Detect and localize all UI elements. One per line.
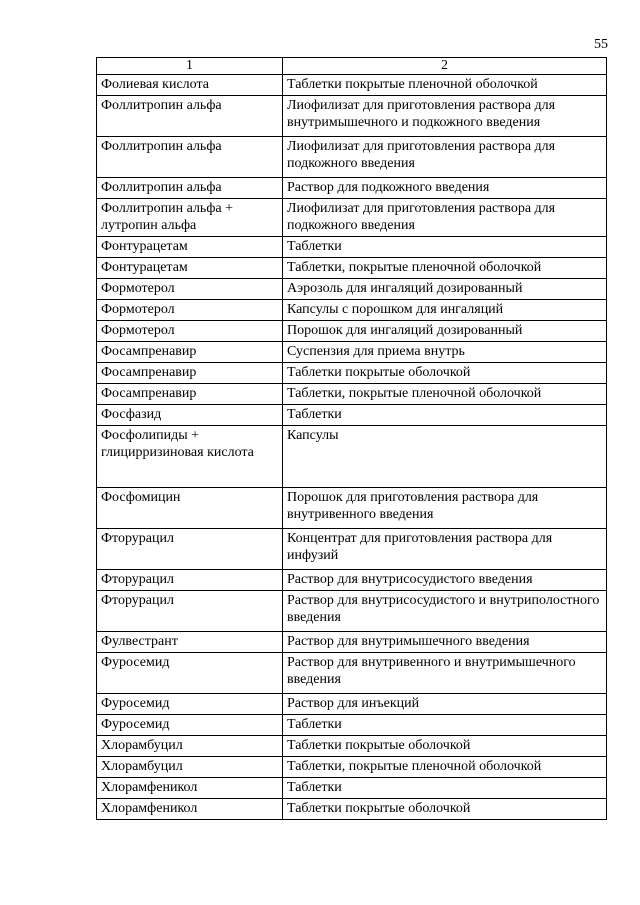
dosage-form: Раствор для внутривенного и внутримышечного введения (283, 653, 607, 694)
dosage-form: Раствор для подкожного введения (283, 178, 607, 199)
dosage-form: Раствор для инъекций (283, 694, 607, 715)
dosage-form: Таблетки покрытые оболочкой (283, 363, 607, 384)
page-number: 55 (594, 37, 608, 52)
drug-name: Фулвестрант (97, 632, 283, 653)
dosage-form: Таблетки, покрытые пленочной оболочкой (283, 757, 607, 778)
dosage-form: Лиофилизат для приготовления раствора для внутримышечного и подкожного введения (283, 96, 607, 137)
drug-name: Фосфазид (97, 405, 283, 426)
table-row (97, 653, 607, 694)
table-row (97, 488, 607, 529)
column-header-1: 1 (97, 58, 283, 75)
drug-name: Формотерол (97, 279, 283, 300)
table-row (97, 736, 607, 757)
table-header-row (97, 58, 607, 75)
dosage-form: Лиофилизат для приготовления раствора для подкожного введения (283, 199, 607, 237)
dosage-form: Порошок для приготовления раствора для внутривенного введения (283, 488, 607, 529)
table-row (97, 75, 607, 96)
drug-name: Фторурацил (97, 570, 283, 591)
table-row (97, 237, 607, 258)
dosage-form: Раствор для внутрисосудистого и внутриполостного введения (283, 591, 607, 632)
dosage-form: Таблетки, покрытые пленочной оболочкой (283, 384, 607, 405)
dosage-form: Концентрат для приготовления раствора для инфузий (283, 529, 607, 570)
table-row (97, 258, 607, 279)
table-row (97, 321, 607, 342)
table-row (97, 384, 607, 405)
table-row (97, 591, 607, 632)
dosage-form: Лиофилизат для приготовления раствора для подкожного введения (283, 137, 607, 178)
table-row (97, 757, 607, 778)
dosage-form: Таблетки (283, 778, 607, 799)
dosage-form: Капсулы (283, 426, 607, 488)
drug-name: Фоллитропин альфа (97, 137, 283, 178)
table-row (97, 799, 607, 820)
table-row (97, 342, 607, 363)
dosage-form: Таблетки (283, 237, 607, 258)
table-row (97, 529, 607, 570)
dosage-form: Таблетки, покрытые пленочной оболочкой (283, 258, 607, 279)
dosage-form: Порошок для ингаляций дозированный (283, 321, 607, 342)
table-row (97, 363, 607, 384)
table-row (97, 426, 607, 488)
drug-name: Фуросемид (97, 715, 283, 736)
drug-name: Фоллитропин альфа + лутропин альфа (97, 199, 283, 237)
table-row (97, 570, 607, 591)
column-header-2: 2 (283, 58, 607, 75)
table-row (97, 715, 607, 736)
drug-name: Фоллитропин альфа (97, 96, 283, 137)
table-row (97, 405, 607, 426)
dosage-form: Таблетки (283, 405, 607, 426)
drug-name: Хлорамфеникол (97, 778, 283, 799)
dosage-form: Капсулы с порошком для ингаляций (283, 300, 607, 321)
drug-name: Формотерол (97, 321, 283, 342)
table-row (97, 300, 607, 321)
drug-name: Формотерол (97, 300, 283, 321)
drug-name: Фуросемид (97, 694, 283, 715)
table-row (97, 96, 607, 137)
drug-name: Фонтурацетам (97, 237, 283, 258)
drug-name: Фолиевая кислота (97, 75, 283, 96)
drug-name: Фонтурацетам (97, 258, 283, 279)
table-row (97, 694, 607, 715)
drug-name: Фосфомицин (97, 488, 283, 529)
dosage-form: Раствор для внутримышечного введения (283, 632, 607, 653)
drug-name: Фосампренавир (97, 363, 283, 384)
drug-name: Фуросемид (97, 653, 283, 694)
drug-name: Хлорамбуцил (97, 736, 283, 757)
table-row (97, 137, 607, 178)
dosage-form: Таблетки покрытые пленочной оболочкой (283, 75, 607, 96)
drug-name: Хлорамфеникол (97, 799, 283, 820)
dosage-form: Таблетки покрытые оболочкой (283, 736, 607, 757)
dosage-form: Суспензия для приема внутрь (283, 342, 607, 363)
drug-name: Фосампренавир (97, 342, 283, 363)
table-row (97, 199, 607, 237)
dosage-form: Таблетки покрытые оболочкой (283, 799, 607, 820)
drug-name: Фосфолипиды + глицирризиновая кислота (97, 426, 283, 488)
drug-name: Фоллитропин альфа (97, 178, 283, 199)
drug-name: Хлорамбуцил (97, 757, 283, 778)
table-row (97, 178, 607, 199)
dosage-form: Таблетки (283, 715, 607, 736)
drug-name: Фторурацил (97, 529, 283, 570)
drug-name: Фосампренавир (97, 384, 283, 405)
drug-table (96, 57, 607, 820)
dosage-form: Раствор для внутрисосудистого введения (283, 570, 607, 591)
table-row (97, 279, 607, 300)
table-row (97, 778, 607, 799)
dosage-form: Аэрозоль для ингаляций дозированный (283, 279, 607, 300)
drug-name: Фторурацил (97, 591, 283, 632)
table-row (97, 632, 607, 653)
